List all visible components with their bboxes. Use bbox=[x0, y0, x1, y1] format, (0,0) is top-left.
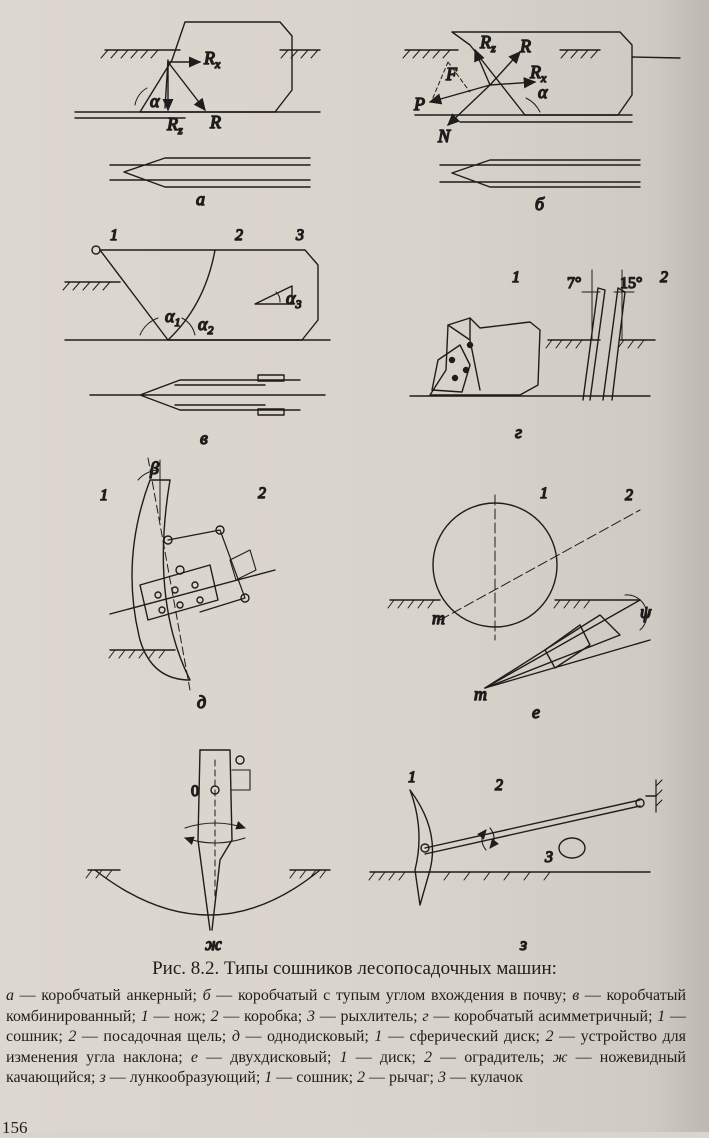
panel-b-f-label: F bbox=[446, 64, 457, 84]
panel-b-r-label: R bbox=[520, 36, 531, 56]
panel-g-num-2: 2 bbox=[660, 269, 668, 286]
panel-label-a: а bbox=[196, 189, 205, 209]
legend-text: — коробчатый асимметричный; bbox=[428, 1007, 658, 1025]
panel-b-rx-label: $R_x$ bbox=[530, 62, 547, 85]
legend-key: ж bbox=[552, 1048, 568, 1066]
panel-z-drawing bbox=[369, 780, 662, 905]
legend-text: — коробчатый анкерный; bbox=[14, 987, 203, 1004]
panel-b-p-label: P bbox=[414, 94, 425, 114]
legend-key: 1 bbox=[264, 1069, 273, 1086]
legend-key: 1 bbox=[140, 1007, 149, 1025]
legend-text: — коробчатый комбинированный; bbox=[6, 987, 687, 1025]
panel-a-r-label: R bbox=[210, 112, 221, 132]
legend-key: е bbox=[190, 1048, 198, 1066]
legend-key: а bbox=[6, 987, 14, 1004]
legend-key: з bbox=[99, 1069, 106, 1086]
legend-key: 2 bbox=[424, 1048, 432, 1066]
panel-label-b: б bbox=[535, 194, 545, 214]
panel-d-num-2: 2 bbox=[258, 485, 266, 502]
panel-e-num-2: 2 bbox=[625, 487, 633, 504]
legend-text: — лункообразующий; bbox=[105, 1069, 265, 1086]
panel-label-zh: ж bbox=[205, 934, 222, 954]
panel-z-num-2: 2 bbox=[495, 777, 503, 794]
panel-d-beta-label: β bbox=[150, 458, 159, 478]
panel-label-d: д bbox=[197, 692, 207, 712]
panel-v-num-2: 2 bbox=[235, 227, 243, 244]
legend-text: — устройство для изменения угла наклона; bbox=[6, 1028, 687, 1066]
panel-a-rx-label: $R_x$ bbox=[204, 48, 221, 71]
legend-key: г bbox=[422, 1007, 429, 1025]
panel-z-num-1: 1 bbox=[408, 769, 416, 786]
panel-b-plan-view bbox=[440, 160, 640, 187]
figure-caption-title: Рис. 8.2. Типы сошников лесопосадочных машин: bbox=[152, 958, 557, 979]
panel-a-drawing bbox=[75, 22, 320, 118]
panel-b-rz-label: $R_z$ bbox=[480, 32, 496, 55]
panel-v-alpha1-label: $\alpha_1$ bbox=[165, 306, 181, 329]
panel-g-num-1: 1 bbox=[512, 269, 520, 286]
legend-text: — нож; bbox=[148, 1007, 211, 1025]
panel-v-alpha2-label: $\alpha_2$ bbox=[198, 314, 214, 337]
legend-text: — рычаг; bbox=[365, 1069, 438, 1086]
legend-text: — коробчатый с тупым углом вхождения в почву; bbox=[210, 987, 573, 1004]
figure-caption-legend bbox=[6, 986, 686, 1089]
panel-label-z: з bbox=[520, 934, 528, 954]
legend-key: 1 bbox=[339, 1048, 348, 1066]
panel-e-psi-label: ψ bbox=[640, 602, 652, 622]
legend-key: 1 bbox=[374, 1028, 383, 1045]
panel-b-n-label: N bbox=[438, 126, 451, 146]
panel-e-num-1: 1 bbox=[540, 485, 548, 502]
panel-g-angle-15: 15° bbox=[620, 275, 643, 292]
panel-e-drawing bbox=[388, 495, 650, 688]
legend-text: — рыхлитель; bbox=[314, 1007, 423, 1025]
legend-key: б bbox=[202, 987, 211, 1004]
panel-a-rz-label: $R_z$ bbox=[167, 114, 183, 137]
legend-text: — однодисковый; bbox=[239, 1028, 375, 1045]
legend-key: 1 bbox=[657, 1007, 666, 1025]
legend-text: — ножевидный качающийся; bbox=[6, 1048, 686, 1086]
legend-text: — сошник; bbox=[6, 1007, 687, 1045]
panel-g-drawing bbox=[410, 270, 655, 400]
panel-a-alpha-label: α bbox=[150, 91, 160, 111]
panel-label-e: е bbox=[532, 702, 540, 722]
panel-z-num-3: 3 bbox=[545, 849, 553, 866]
panel-zh-pivot-label: 0 bbox=[191, 783, 199, 800]
panel-v-num-1: 1 bbox=[110, 227, 118, 244]
legend-key: 3 bbox=[306, 1007, 315, 1025]
page-number: 156 bbox=[2, 1118, 28, 1137]
legend-key: 2 bbox=[68, 1028, 77, 1045]
legend-text: — сферический диск; bbox=[382, 1028, 546, 1045]
panel-label-g: г bbox=[515, 422, 523, 442]
legend-text: — диск; bbox=[347, 1048, 424, 1066]
legend-text: — посадочная щель; bbox=[76, 1028, 232, 1045]
panel-e-m-label-1: m bbox=[432, 608, 445, 628]
legend-text: — коробка; bbox=[218, 1007, 307, 1025]
legend-key: д bbox=[231, 1028, 240, 1045]
legend-key: 2 bbox=[357, 1069, 366, 1086]
legend-text: — сошник; bbox=[272, 1069, 358, 1086]
panel-v-alpha3-label: $\alpha_3$ bbox=[286, 288, 302, 311]
legend-key: 2 bbox=[210, 1007, 219, 1025]
legend-key: 2 bbox=[545, 1028, 554, 1045]
panel-d-num-1: 1 bbox=[100, 487, 108, 504]
panel-a-plan-view bbox=[110, 158, 310, 187]
legend-key: в bbox=[572, 987, 580, 1004]
panel-zh-drawing bbox=[86, 750, 330, 930]
panel-d-drawing bbox=[109, 458, 275, 690]
panel-b-alpha-label: α bbox=[538, 82, 548, 102]
panel-v-drawing bbox=[63, 246, 330, 415]
legend-text: — двухдисковый; bbox=[197, 1048, 340, 1066]
legend-text: — кулачок bbox=[445, 1069, 524, 1086]
panel-label-v: в bbox=[200, 428, 208, 448]
panel-g-angle-7: 7° bbox=[567, 275, 582, 292]
legend-text: — оградитель; bbox=[432, 1048, 553, 1066]
panel-v-num-3: 3 bbox=[296, 227, 304, 244]
panel-e-m-label-2: m bbox=[474, 684, 487, 704]
legend-key: 3 bbox=[437, 1069, 446, 1086]
